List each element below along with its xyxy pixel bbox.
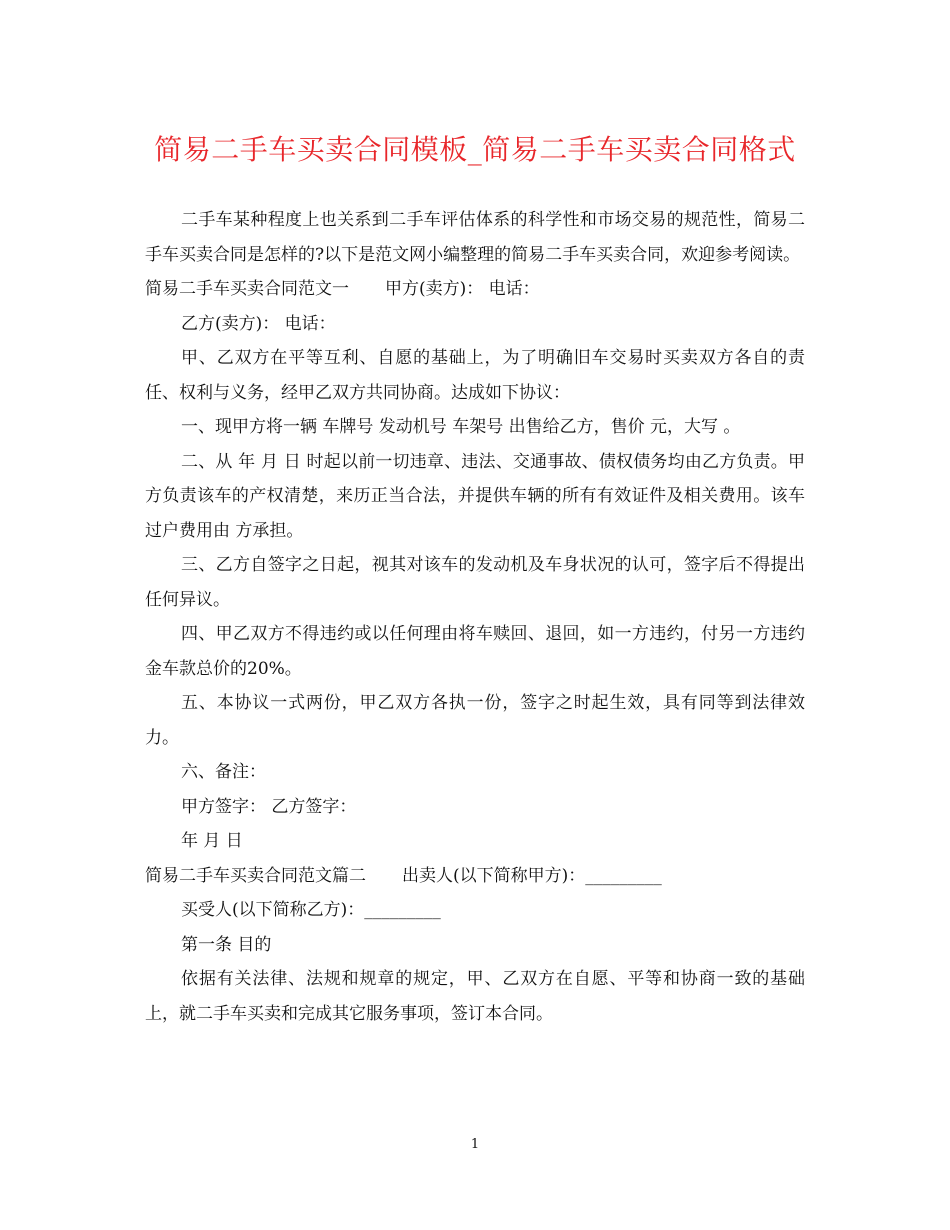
party-b-line: 乙方(卖方)： 电话：: [181, 313, 336, 334]
clause-6: 六、备注：: [181, 762, 266, 782]
preamble-paragraph: 甲、乙双方在平等互利、自愿的基础上，为了明确旧车交易时买卖双方各自的责任、权利与义务，经甲乙双方共同协商。达成如下协议：: [145, 348, 805, 403]
clause-4: 四、甲乙双方不得违约或以任何理由将车赎回、退回，如一方违约，付另一方违约金车款总价的20%。: [145, 624, 805, 679]
article-1-title: 第一条 目的: [181, 934, 272, 955]
clause-1: 一、现甲方将一辆 车牌号 发动机号 车架号 出售给乙方，售价 元，大写 。: [181, 417, 741, 437]
signature-line: 甲方签字： 乙方签字：: [181, 796, 357, 817]
section2-heading: 简易二手车买卖合同范文篇二: [145, 865, 366, 886]
intro-paragraph: 二手车某种程度上也关系到二手车评估体系的科学性和市场交易的规范性，简易二手车买卖合同是怎样的?以下是范文网小编整理的简易二手车买卖合同，欢迎参考阅读。: [145, 210, 805, 265]
seller-line: 出卖人(以下简称甲方)：_________: [402, 865, 662, 886]
document-title: 简易二手车买卖合同模板_简易二手车买卖合同格式: [154, 133, 796, 166]
clause-5: 五、本协议一式两份，甲乙双方各执一份，签字之时起生效，具有同等到法律效力。: [145, 693, 805, 748]
section1-heading-line: [145, 272, 805, 307]
clause-2: 二、从 年 月 日 时起以前一切违章、违法、交通事故、债权债务均由乙方负责。甲方负责该车的产权清楚，来历正当合法，并提供车辆的所有有效证件及相关费用。该车过户费用由 方承担。: [145, 451, 805, 541]
buyer-line: 买受人(以下简称乙方)：_________: [181, 900, 441, 920]
page-number: 1: [470, 1137, 480, 1152]
party-a-line: 甲方(卖方)： 电话：: [385, 279, 540, 299]
section1-heading: 简易二手车买卖合同范文一: [145, 279, 349, 299]
article-1-text: 依据有关法律、法规和规章的规定，甲、乙双方在自愿、平等和协商一致的基础上，就二手车买卖和完成其它服务事项，签订本合同。: [145, 969, 805, 1024]
date-line: 年 月 日: [181, 831, 243, 851]
document-body: [145, 203, 805, 1031]
section2-heading-line: [145, 859, 805, 894]
clause-3: 三、乙方自签字之日起，视其对该车的发动机及车身状况的认可，签字后不得提出任何异议。: [145, 555, 805, 610]
